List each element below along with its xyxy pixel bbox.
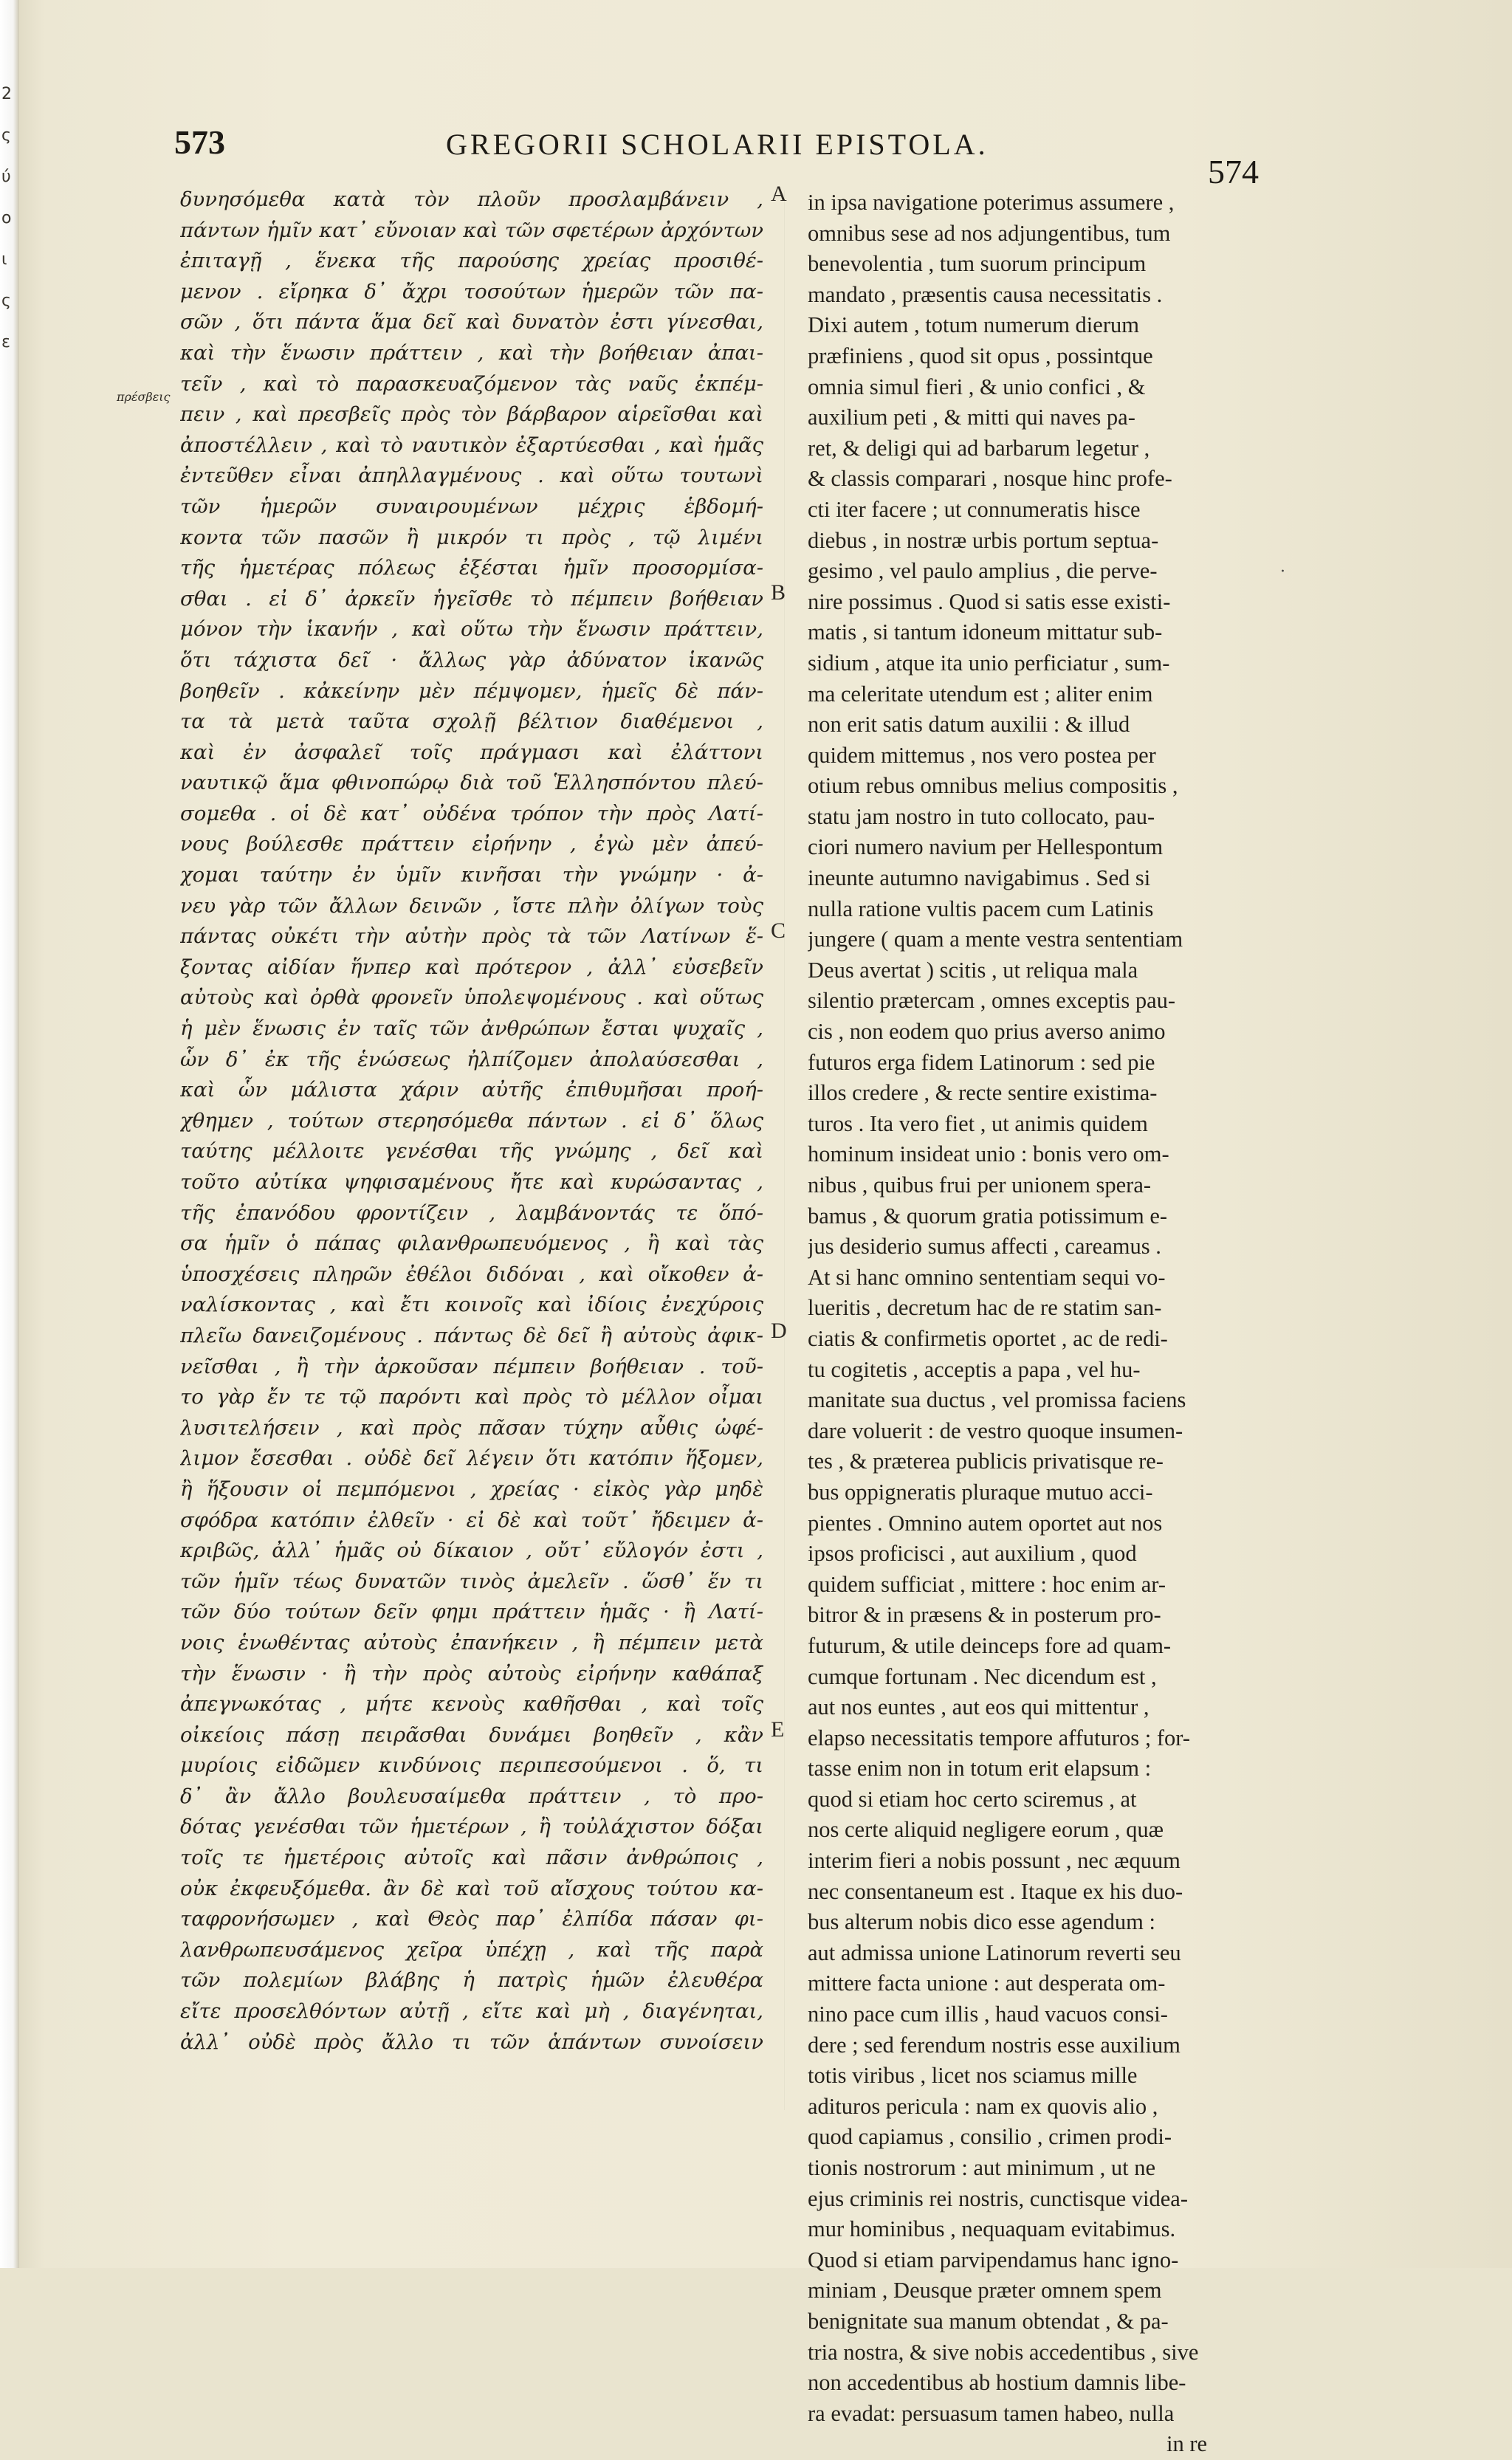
latin-text-line: jungere ( quam a mente vestra sententiam bbox=[808, 927, 1183, 952]
greek-text-line: κριβῶς, ἀλλ᾽ ἡμᾶς οὐ δίκαιον , οὔτ᾽ εὔλογόν ἐστι , bbox=[180, 1539, 763, 1563]
latin-text-line: nire possimus . Quod si satis esse existi- bbox=[808, 588, 1171, 614]
latin-text-line: nibus , quibus frui per unionem spera- bbox=[808, 1172, 1152, 1198]
latin-text-line: dere ; sed ferendum nostris esse auxilium bbox=[808, 2032, 1181, 2058]
greek-text-line: τῶν ἡμερῶν συναιρουμένων μέχρις ἑβδομή- bbox=[180, 494, 763, 518]
greek-text-line: ἀπεγνωκότας , μήτε κενοὺς καθῆσθαι , καὶ τοῖς bbox=[180, 1692, 763, 1717]
catchword: in re bbox=[1166, 2431, 1208, 2457]
greek-text-line: τῶν πολεμίων βλάβης ἡ πατρὶς ἡμῶν ἐλευθέρα bbox=[180, 1968, 763, 1993]
latin-text-line: Dixi autem , totum numerum dierum bbox=[808, 312, 1139, 338]
latin-text-line: Quod si etiam parvipendamus hanc igno- bbox=[808, 2247, 1179, 2272]
greek-text-line: οὐκ ἐκφευξόμεθα. ἂν δὲ καὶ τοῦ αἴσχους τούτου κα- bbox=[180, 1876, 763, 1900]
greek-text-line: λυσιτελήσειν , καὶ πρὸς πᾶσαν τύχην αὖθις ὠφέ- bbox=[180, 1415, 763, 1440]
greek-text-line: ἡ μὲν ἕνωσις ἐν ταῖς τῶν ἀνθρώπων ἔσται ψυχαῖς , bbox=[180, 1017, 763, 1041]
greek-text-line: δ᾽ ἂν ἄλλο βουλευσαίμεθα πράττειν , τὸ προ- bbox=[180, 1784, 763, 1808]
greek-text-line: οἰκείοις πάσῃ πειρᾶσθαι δυνάμει βοηθεῖν , κἂν bbox=[180, 1722, 763, 1747]
greek-text-line: λανθρωπευσάμενος χεῖρα ὑπέχῃ , καὶ τῆς παρὰ bbox=[180, 1937, 763, 1962]
greek-text-line: ὧν δ᾽ ἐκ τῆς ἑνώσεως ἠλπίζομεν ἀπολαύσεσθαι , bbox=[180, 1047, 763, 1071]
latin-text-line: adituros pericula : nam ex quovis alio , bbox=[808, 2093, 1158, 2119]
greek-text-line: βοηθεῖν . κἀκείνην μὲν πέμψομεν, ἡμεῖς δὲ πάν- bbox=[180, 678, 763, 703]
latin-text-line: tasse enim non in totum erit elapsum : bbox=[808, 1756, 1152, 1782]
latin-text-line: matis , si tantum idoneum mittatur sub- bbox=[808, 619, 1163, 645]
latin-text-line: jus desiderio sumus affecti , careamus . bbox=[808, 1234, 1161, 1260]
latin-text-line: bitror & in præsens & in posterum pro- bbox=[808, 1602, 1161, 1628]
greek-text-line: τοῦτο αὐτίκα ψηφισαμένους ἤτε καὶ κυρώσαντας , bbox=[180, 1170, 763, 1194]
section-marker-e: E bbox=[771, 1717, 785, 1742]
running-head: GREGORII SCHOLARII EPISTOLA. bbox=[446, 128, 989, 161]
greek-text-line: τα τὰ μετὰ ταῦτα σχολῇ βέλτιον διαθέμενοι , bbox=[180, 710, 763, 734]
latin-text-line: mandato , præsentis causa necessitatis . bbox=[808, 281, 1163, 307]
column-gutter bbox=[784, 190, 785, 2110]
latin-text-line: lueritis , decretum hac de re statim san- bbox=[808, 1295, 1162, 1321]
greek-text-line: πάντας οὐκέτι τὴν αὐτὴν πρὸς τὰ τῶν Λατίνων ἕ- bbox=[180, 924, 763, 949]
latin-text-line: pientes . Omnino autem oportet aut nos bbox=[808, 1510, 1163, 1536]
greek-text-line: ταφρονήσωμεν , καὶ Θεὸς παρ᾽ ἐλπίδα πάσαν φι- bbox=[180, 1907, 763, 1931]
right-page-number: 574 bbox=[1208, 153, 1259, 190]
latin-text-line: otium rebus omnibus melius compositis , bbox=[808, 773, 1178, 799]
greek-text-line: πάντων ἡμῖν κατ᾽ εὔνοιαν καὶ τῶν σφετέρων ἀρχόντων bbox=[180, 218, 763, 242]
greek-text-line: τῶν δύο τούτων δεῖν φημι πράττειν ἡμᾶς · ἢ Λατί- bbox=[180, 1600, 763, 1624]
greek-text-line: καὶ ὧν μάλιστα χάριν αὐτῆς ἐπιθυμῆσαι προή- bbox=[180, 1078, 763, 1102]
latin-text-line: & classis comparari , nosque hinc profe- bbox=[808, 466, 1172, 492]
greek-text-line: ταύτης μέλλοιτε γενέσθαι τῆς γνώμης , δεῖ καὶ bbox=[180, 1139, 763, 1164]
latin-text-line: dare voluerit : de vestro quoque insumen- bbox=[808, 1418, 1183, 1443]
latin-text-line: quod si etiam hoc certo sciremus , at bbox=[808, 1786, 1137, 1812]
greek-text-line: σομεθα . οἱ δὲ κατ᾽ οὐδένα τρόπον τὴν πρὸς Λατί- bbox=[180, 801, 763, 825]
left-page-number: 573 bbox=[174, 123, 225, 161]
latin-text-line: ipsos proficisci , aut auxilium , quod bbox=[808, 1541, 1137, 1567]
greek-text-line: δότας γενέσθαι τῶν ἡμετέρων , ἢ τοὐλάχιστον δόξαι bbox=[180, 1815, 763, 1839]
section-marker-a: A bbox=[771, 182, 787, 206]
section-marker-d: D bbox=[771, 1319, 787, 1343]
greek-text-line: ἀποστέλλειν , καὶ τὸ ναυτικὸν ἐξαρτύεσθαι , καὶ ἡμᾶς bbox=[180, 433, 763, 457]
latin-text-column bbox=[808, 188, 1268, 2460]
latin-text-line: auxilium peti , & mitti qui naves pa- bbox=[808, 405, 1135, 430]
greek-text-line: ναλίσκοντας , καὶ ἔτι κοινοῖς καὶ ἰδίοις ἐνεχύροις bbox=[180, 1293, 763, 1317]
latin-text-line: manitate sua ductus , vel promissa faciens bbox=[808, 1387, 1186, 1413]
greek-text-line: χθημεν , τούτων στερησόμεθα πάντων . εἰ δ᾽ ὅλως bbox=[180, 1108, 763, 1133]
greek-text-line: ἐντεῦθεν εἶναι ἀπηλλαγμένους . καὶ οὕτω τουτωνὶ bbox=[180, 464, 763, 488]
greek-text-line: εἴτε προσελθόντων αὐτῇ , εἴτε καὶ μὴ , διαγένηται, bbox=[180, 1999, 763, 2024]
greek-text-line: ὅτι τάχιστα δεῖ · ἄλλως γὰρ ἀδύνατον ἱκανῶς bbox=[180, 647, 763, 672]
latin-text-line: nec consentaneum est . Itaque ex his duo- bbox=[808, 1878, 1183, 1904]
greek-text-line: νοις ἑνωθέντας αὐτοὺς ἐπανήκειν , ἢ πέμπειν μετὰ bbox=[180, 1630, 763, 1655]
greek-text-line: καὶ τὴν ἕνωσιν πράττειν , καὶ τὴν βοήθειαν ἀπαι- bbox=[180, 340, 763, 365]
facing-page-edge-glyphs: 2 ς ύ ο ι ς ε bbox=[1, 85, 12, 351]
latin-text-line: in ipsa navigatione poterimus assumere , bbox=[808, 190, 1175, 215]
latin-text-line: non erit satis datum auxilii : & illud bbox=[808, 712, 1130, 738]
greek-text-line: αὐτοὺς καὶ ὀρθὰ φρονεῖν ὑπολεψομένους . καὶ οὕτως bbox=[180, 986, 763, 1010]
greek-text-line: μενον . εἴρηκα δ᾽ ἄχρι τοσούτων ἡμερῶν τῶν πα- bbox=[180, 279, 763, 303]
latin-text-line: tionis nostrorum : aut minimum , ut ne bbox=[808, 2155, 1156, 2180]
latin-text-line: miniam , Deusque præter omnem spem bbox=[808, 2278, 1162, 2303]
margin-note: πρέσβεις bbox=[117, 390, 171, 404]
latin-text-line: præfiniens , quod sit opus , possintque bbox=[808, 343, 1153, 368]
latin-text-line: non accedentibus ab hostium damnis libe- bbox=[808, 2370, 1186, 2396]
latin-text-line: cumque fortunam . Nec dicendum est , bbox=[808, 1663, 1157, 1689]
latin-text-line: omnia simul fieri , & unio confici , & bbox=[808, 374, 1146, 399]
latin-text-line: bus oppigneratis pluraque mutuo acci- bbox=[808, 1479, 1153, 1505]
latin-text-line: illos credere , & recte sentire existima- bbox=[808, 1080, 1158, 1106]
greek-text-line: ξοντας αἰδίαν ἥνπερ καὶ πρότερον , ἀλλ᾽ εὐσεβεῖν bbox=[180, 955, 763, 979]
greek-text-line: λιμον ἔσεσθαι . οὐδὲ δεῖ λέγειν ὅτι κατόπιν ἥξομεν, bbox=[180, 1446, 763, 1471]
latin-text-line: quod capiamus , consilio , crimen prodi- bbox=[808, 2124, 1172, 2150]
latin-text-line: ciatis & confirmetis oportet , ac de redi- bbox=[808, 1325, 1168, 1351]
greek-text-line: ἐπιταγῇ , ἕνεκα τῆς παρούσης χρείας προσιθέ- bbox=[180, 249, 763, 273]
greek-text-line: χομαι ταύτην ἐν ὑμῖν κινῆσαι τὴν γνώμην · ἀ- bbox=[180, 863, 763, 887]
greek-text-line: νους βούλεσθε πράττειν εἰρήνην , ἐγὼ μὲν ἀπεύ- bbox=[180, 832, 763, 856]
latin-text-line: tu cogitetis , acceptis a papa , vel hu- bbox=[808, 1356, 1141, 1382]
latin-text-line: omnibus sese ad nos adjungentibus, tum bbox=[808, 220, 1171, 246]
greek-text-line: σφόδρα κατόπιν ἐλθεῖν · εἰ δὲ καὶ τοῦτ᾽ ἤδειμεν ἀ- bbox=[180, 1508, 763, 1532]
margin-dot: · bbox=[1280, 563, 1285, 581]
greek-text-line: ἀλλ᾽ οὐδὲ πρὸς ἄλλο τι τῶν ἁπάντων συνοίσειν bbox=[180, 2030, 763, 2054]
latin-text-line: tria nostra, & sive nobis accedentibus , sive bbox=[808, 2339, 1199, 2365]
greek-text-line: ναυτικῷ ἅμα φθινοπώρῳ διὰ τοῦ Ἑλλησπόντου πλεύ- bbox=[180, 771, 763, 795]
greek-text-line: νεῖσθαι , ἢ τὴν ἀρκοῦσαν πέμπειν βοήθειαν . τοῦ- bbox=[180, 1354, 763, 1378]
greek-text-line: σθαι . εἰ δ᾽ ἀρκεῖν ἡγεῖσθε τὸ πέμπειν βοήθειαν bbox=[180, 586, 763, 611]
latin-text-line: elapso necessitatis tempore affuturos ; for- bbox=[808, 1725, 1191, 1750]
greek-text-line: νευ γὰρ τῶν ἄλλων δεινῶν , ἴστε πλὴν ὀλίγων τοὺς bbox=[180, 893, 763, 918]
greek-text-line: πλεῖω δανειζομένους . πάντως δὲ δεῖ ἢ αὐτοὺς ἀφικ- bbox=[180, 1323, 763, 1347]
latin-text-line: totis viribus , licet nos sciamus mille bbox=[808, 2063, 1138, 2089]
greek-text-line: σῶν , ὅτι πάντα ἅμα δεῖ καὶ δυνατὸν ἐστι γίνεσθαι, bbox=[180, 310, 763, 334]
latin-text-line: aut admissa unione Latinorum reverti seu bbox=[808, 1940, 1181, 1965]
greek-text-line: τοῖς τε ἡμετέροις αὐτοῖς καὶ πᾶσιν ἀνθρώποις , bbox=[180, 1846, 763, 1870]
greek-text-line: δυνησόμεθα κατὰ τὸν πλοῦν προσλαμβάνειν , bbox=[180, 188, 763, 211]
greek-text-line: το γὰρ ἔν τε τῷ παρόντι καὶ πρὸς τὸ μέλλον οἶμαι bbox=[180, 1385, 763, 1409]
greek-text-line: τῆς ἐπανόδου φροντίζειν , λαμβάνοντάς τε ὅπό- bbox=[180, 1200, 763, 1225]
greek-text-line: πειν , καὶ πρεσβεῖς πρὸς τὸν βάρβαρον αἱρεῖσθαι καὶ bbox=[180, 402, 763, 427]
latin-text-line: turos . Ita vero fiet , ut animis quidem bbox=[808, 1110, 1148, 1136]
latin-text-line: aut nos euntes , aut eos qui mittentur , bbox=[808, 1694, 1150, 1720]
latin-text-line: silentio prætercam , omnes exceptis pau- bbox=[808, 988, 1176, 1014]
latin-text-line: ma celeritate utendum est ; aliter enim bbox=[808, 681, 1153, 707]
latin-text-line: bus alterum nobis dico esse agendum : bbox=[808, 1909, 1155, 1935]
latin-text-line: mittere facta unione : aut desperata om- bbox=[808, 1971, 1166, 1996]
greek-text-line: τῆς ἡμετέρας πόλεως ἐξέσται ἡμῖν προσορμίσα- bbox=[180, 556, 763, 580]
greek-text-line: τεῖν , καὶ τὸ παρασκευαζόμενον τὰς ναῦς ἐκπέμ- bbox=[180, 371, 763, 396]
latin-text-line: Deus avertat ) scitis , ut reliqua mala bbox=[808, 957, 1138, 983]
greek-text-line: κοντα τῶν πασῶν ἢ μικρόν τι πρὸς , τῷ λιμένι bbox=[180, 525, 763, 549]
section-marker-c: C bbox=[771, 918, 786, 943]
latin-text-line: gesimo , vel paulo amplius , die perve- bbox=[808, 558, 1158, 584]
latin-text-line: hominum insideat unio : bonis vero om- bbox=[808, 1141, 1169, 1167]
latin-text-line: nulla ratione vultis pacem cum Latinis bbox=[808, 896, 1154, 921]
latin-text-line: ciori numero navium per Hellespontum bbox=[808, 834, 1164, 860]
greek-text-column bbox=[180, 185, 763, 2058]
latin-text-line: quidem sufficiat , mittere : hoc enim ar- bbox=[808, 1571, 1166, 1597]
latin-text-line: diebus , in nostræ urbis portum septua- bbox=[808, 527, 1159, 553]
latin-text-line: bamus , & quorum gratia potissimum e- bbox=[808, 1203, 1168, 1229]
greek-text-line: καὶ ἐν ἀσφαλεῖ τοῖς πράγμασι καὶ ἐλάττονι bbox=[180, 740, 763, 764]
latin-text-line: cti iter facere ; ut connumeratis hisce bbox=[808, 496, 1141, 522]
greek-text-line: σα ἡμῖν ὁ πάπας φιλανθρωπευόμενος , ἢ καὶ τὰς bbox=[180, 1231, 763, 1256]
greek-text-line: ἢ ἥξουσιν οἱ πεμπόμενοι , χρείας · εἰκὸς γὰρ μηδὲ bbox=[180, 1477, 763, 1501]
latin-text-line: sidium , atque ita unio perficiatur , sum- bbox=[808, 650, 1170, 676]
latin-text-line: benignitate sua manum obtendat , & pa- bbox=[808, 2308, 1169, 2334]
latin-text-line: nos certe aliquid negligere eorum , quæ bbox=[808, 1817, 1164, 1843]
latin-text-line: ineunte autumno navigabimus . Sed si bbox=[808, 865, 1151, 891]
latin-text-line: benevolentia , tum suorum principum bbox=[808, 251, 1147, 277]
latin-text-line: quidem mittemus , nos vero postea per bbox=[808, 742, 1156, 768]
latin-text-line: futuros erga fidem Latinorum : sed pie bbox=[808, 1049, 1155, 1075]
latin-text-line: cis , non eodem quo prius averso animo bbox=[808, 1019, 1166, 1045]
latin-text-line: nino pace cum illis , haud vacuos consi- bbox=[808, 2002, 1168, 2027]
greek-text-line: μόνον τὴν ἱκανήν , καὶ οὕτω τὴν ἕνωσιν πράττειν, bbox=[180, 617, 763, 642]
section-marker-b: B bbox=[771, 580, 786, 605]
latin-text-line: ra evadat: persuasum tamen habeo, nulla bbox=[808, 2400, 1175, 2426]
latin-text-line: At si hanc omnino sententiam sequi vo- bbox=[808, 1264, 1166, 1290]
greek-text-line: ὑποσχέσεις πληρῶν ἐθέλοι διδόναι , καὶ οἴκοθεν ἀ- bbox=[180, 1262, 763, 1286]
latin-text-line: mur hominibus , nequaquam evitabimus. bbox=[808, 2216, 1176, 2242]
greek-text-line: τῶν ἡμῖν τέως δυνατῶν τινὸς ἀμελεῖν . ὥσθ᾽ ἕν τι bbox=[180, 1569, 763, 1593]
greek-text-line: τὴν ἕνωσιν · ἢ τὴν πρὸς αὐτοὺς εἰρήνην καθάπαξ bbox=[180, 1661, 763, 1686]
latin-text-line: futurum, & utile deinceps fore ad quam- bbox=[808, 1632, 1172, 1658]
latin-text-line: interim fieri a nobis possunt , nec æquum bbox=[808, 1848, 1181, 1874]
latin-text-line: ejus criminis rei nostris, cunctisque videa- bbox=[808, 2185, 1188, 2211]
latin-text-line: ret, & deligi qui ad barbarum legetur , bbox=[808, 435, 1150, 461]
latin-text-line: statu jam nostro in tuto collocato, pau- bbox=[808, 803, 1155, 829]
greek-text-line: μυρίοις εἰδῶμεν κινδύνοις περιπεσούμενοι . ὅ, τι bbox=[180, 1753, 763, 1778]
latin-text-line: tes , & præterea publicis privatisque re- bbox=[808, 1449, 1164, 1474]
